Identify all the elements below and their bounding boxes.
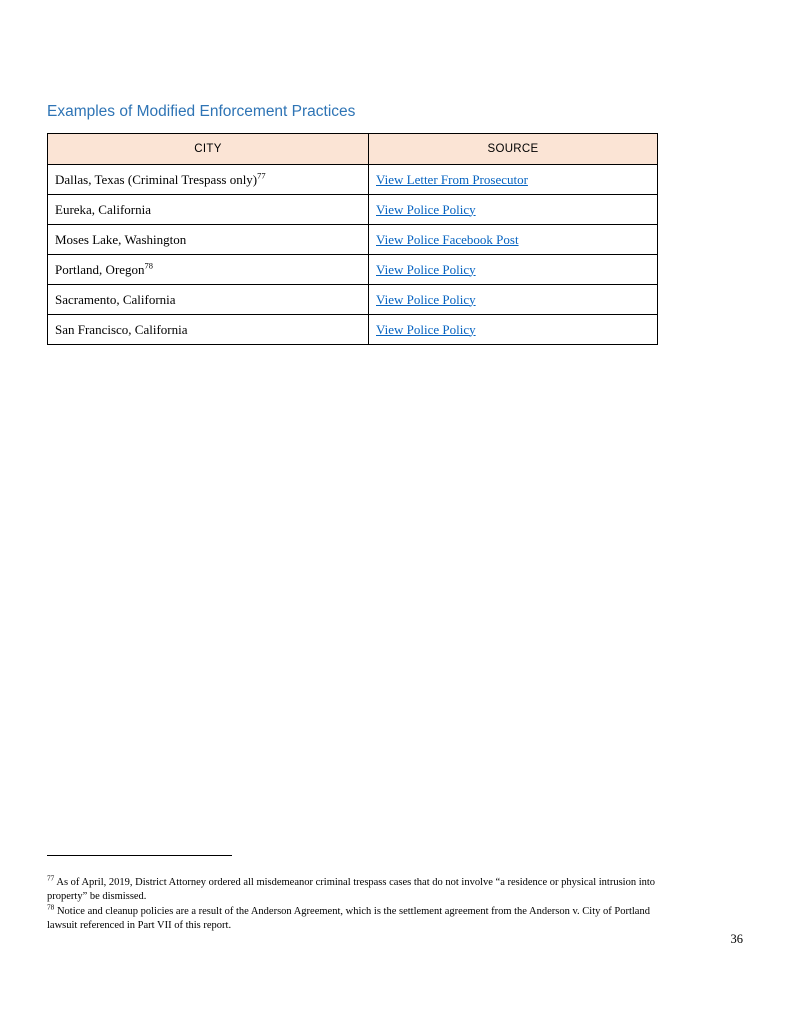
table-header-row [48, 134, 658, 165]
city-text: Eureka, California [55, 201, 152, 217]
source-cell [369, 165, 658, 195]
source-link[interactable]: View Police Policy [376, 201, 476, 217]
source-link[interactable]: View Police Policy [376, 321, 476, 337]
city-cell [48, 225, 369, 255]
city-cell [48, 255, 369, 285]
city-cell [48, 195, 369, 225]
source-cell [369, 255, 658, 285]
source-link[interactable]: View Police Facebook Post [376, 231, 519, 247]
city-text: Sacramento, California [55, 291, 176, 307]
city-cell [48, 285, 369, 315]
city-cell [48, 165, 369, 195]
footnote-marker: 77 [47, 873, 55, 883]
source-link[interactable]: View Letter From Prosecutor [376, 171, 528, 187]
city-text: Dallas, Texas (Criminal Trespass only) [55, 171, 258, 187]
city-text: Moses Lake, Washington [55, 231, 187, 247]
source-link[interactable]: View Police Policy [376, 291, 476, 307]
column-header-source: SOURCE [369, 134, 658, 165]
footnote-separator [47, 855, 232, 856]
table-row [48, 225, 658, 255]
city-text: San Francisco, California [55, 321, 188, 337]
footnote-text: As of April, 2019, District Attorney ordered all misdemeanor criminal trespass cases that do not involve “a residence or physical intrusion into property” be dismissed. [47, 877, 656, 903]
table-row [48, 315, 658, 345]
footnote-77 [47, 873, 672, 905]
city-text: Portland, Oregon [55, 261, 145, 277]
city-cell [48, 315, 369, 345]
footnote-reference: 77 [257, 170, 266, 181]
table-row [48, 285, 658, 315]
column-header-city: CITY [48, 134, 369, 165]
footnote-78 [47, 902, 672, 934]
source-cell [369, 315, 658, 345]
source-cell [369, 195, 658, 225]
source-cell [369, 225, 658, 255]
source-link[interactable]: View Police Policy [376, 261, 476, 277]
table-row [48, 255, 658, 285]
footnote-reference: 78 [144, 260, 153, 271]
footnotes [47, 873, 672, 934]
page-number: 36 [730, 932, 743, 946]
footnote-marker: 78 [47, 902, 55, 912]
enforcement-practices-table [47, 133, 658, 345]
footnote-text: Notice and cleanup policies are a result of the Anderson Agreement, which is the settlement agreement from the Anderson v. City of Portland lawsuit referenced in Part VII of this report. [47, 905, 650, 932]
table-row [48, 165, 658, 195]
source-cell [369, 285, 658, 315]
page-title: Examples of Modified Enforcement Practices [47, 103, 356, 120]
table-row [48, 195, 658, 225]
